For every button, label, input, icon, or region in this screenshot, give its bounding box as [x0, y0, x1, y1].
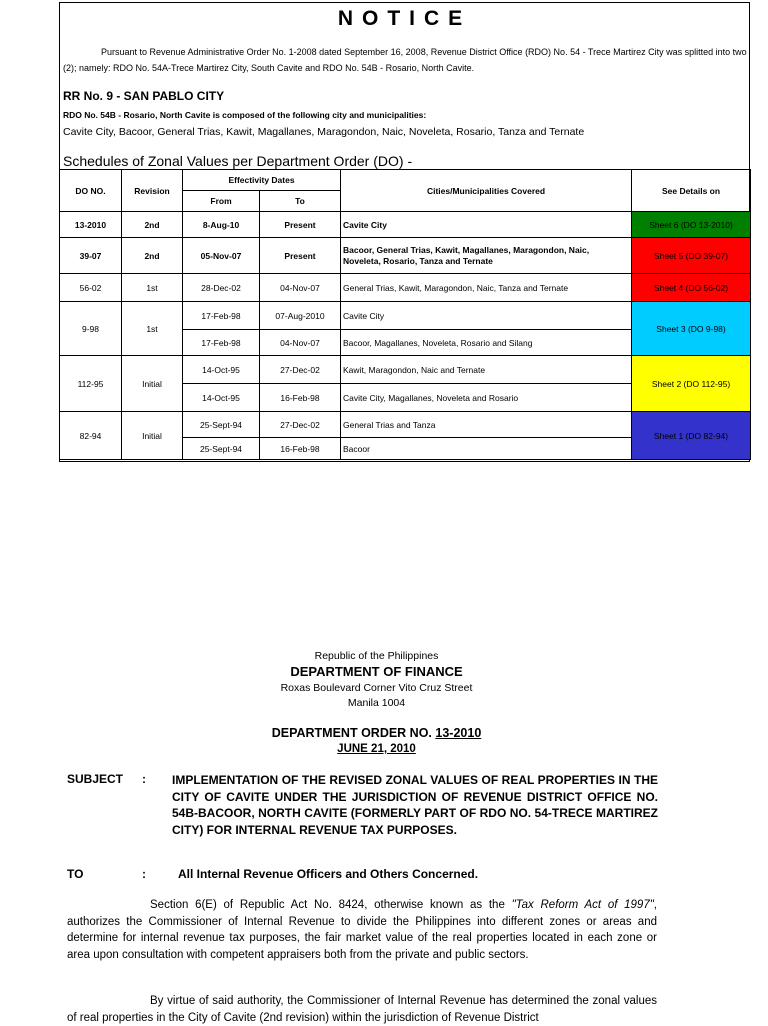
- republic-line: Republic of the Philippines: [314, 650, 439, 662]
- zonal-values-table: [59, 169, 751, 460]
- cell-cities: Bacoor, Magallanes, Noveleta, Rosario and Silang: [341, 330, 632, 356]
- cell-from: 25-Sept-94: [183, 438, 260, 460]
- order-date: JUNE 21, 2010: [337, 743, 416, 755]
- subject-colon: :: [142, 772, 146, 786]
- header-cities: Cities/Municipalities Covered: [341, 170, 632, 212]
- cell-from: 17-Feb-98: [183, 302, 260, 330]
- cell-revision: 2nd: [122, 238, 183, 274]
- cell-cities: Cavite City, Magallanes, Noveleta and Rosario: [341, 384, 632, 412]
- cell-to: Present: [260, 212, 341, 238]
- cell-from: 17-Feb-98: [183, 330, 260, 356]
- address-line-2: Manila 1004: [347, 697, 406, 709]
- order-title-prefix: DEPARTMENT ORDER NO.: [271, 726, 436, 740]
- header-to: To: [260, 191, 341, 212]
- cell-do: 39-07: [60, 238, 122, 274]
- cell-revision: 1st: [122, 302, 183, 356]
- cities-line: Cavite City, Bacoor, General Trias, Kawit, Magallanes, Maragondon, Naic, Noveleta, Rosario, Tanza and Ternate: [63, 126, 585, 138]
- cell-cities: Bacoor, General Trias, Kawit, Magallanes, Maragondon, Naic, Noveleta, Rosario, Tanza and Ternate: [341, 238, 632, 274]
- sheet-4-link[interactable]: Sheet 4 (DO 56-02): [632, 274, 751, 302]
- cell-revision: 1st: [122, 274, 183, 302]
- cell-to: 27-Dec-02: [260, 412, 341, 438]
- schedules-title: Schedules of Zonal Values per Department Order (DO) -: [63, 153, 413, 169]
- sheet-5-link[interactable]: Sheet 5 (DO 39-07): [632, 238, 751, 274]
- para1-act-name: "Tax Reform Act of 1997": [511, 899, 654, 911]
- body-paragraph-1: [67, 897, 657, 963]
- cell-to: 27-Dec-02: [260, 356, 341, 384]
- sheet-2-link[interactable]: Sheet 2 (DO 112-95): [632, 356, 751, 412]
- cell-revision: Initial: [122, 412, 183, 460]
- cell-from: 05-Nov-07: [183, 238, 260, 274]
- cell-cities: Cavite City: [341, 302, 632, 330]
- body-paragraph-2: By virtue of said authority, the Commissioner of Internal Revenue has determined the zonal values of real properties in the City of Cavite (2nd revision) within the jurisdiction of Revenue District: [67, 995, 657, 1024]
- rdo-line: RDO No. 54B - Rosario, North Cavite is composed of the following city and municipalities:: [63, 110, 427, 120]
- notice-title: NOTICE: [337, 7, 472, 30]
- sheet-3-link[interactable]: Sheet 3 (DO 9-98): [632, 302, 751, 356]
- header-revision: Revision: [122, 170, 183, 212]
- cell-do: 82-94: [60, 412, 122, 460]
- cell-do: 112-95: [60, 356, 122, 412]
- cell-to: Present: [260, 238, 341, 274]
- notice-paragraph: Pursuant to Revenue Administrative Order No. 1-2008 dated September 16, 2008, Revenue District Office (RDO) No. 54 - Trece Martirez City was splitted into two (2); namely: RDO No. 54A-Trece Martirez City, South Cavite and RDO No. 54B - Rosario, North Cavite.: [63, 47, 747, 73]
- cell-do: 9-98: [60, 302, 122, 356]
- cell-to: 16-Feb-98: [260, 438, 341, 460]
- header-from: From: [183, 191, 260, 212]
- cell-cities: General Trias, Kawit, Maragondon, Naic, Tanza and Ternate: [341, 274, 632, 302]
- cell-do: 56-02: [60, 274, 122, 302]
- header-effectivity: Effectivity Dates: [183, 170, 341, 191]
- header-do-no: DO NO.: [60, 170, 122, 212]
- cell-to: 04-Nov-07: [260, 330, 341, 356]
- subject-text: IMPLEMENTATION OF THE REVISED ZONAL VALUES OF REAL PROPERTIES IN THE CITY OF CAVITE UNDER THE JURISDICTION OF REVENUE DISTRICT OFFICE NO. 54B-BACOOR, NORTH CAVITE (FORMERLY PART OF RDO NO. 54-TRECE MARTIREZ CITY) FOR INTERNAL REVENUE TAX PURPOSES.: [172, 773, 658, 837]
- para1-end: , authorizes the Commissioner of Internal Revenue to divide the Philippines into different zones or areas and determine for internal revenue tax purposes, the fair market value of the real properties located in each zone or area upon consultation with competent appraisers both from the private and public sectors.: [67, 899, 657, 961]
- cell-cities: General Trias and Tanza: [341, 412, 632, 438]
- cell-from: 14-Oct-95: [183, 356, 260, 384]
- cell-from: 28-Dec-02: [183, 274, 260, 302]
- para1-start: Section 6(E) of Republic Act No. 8424, otherwise known as the: [150, 899, 512, 911]
- cell-revision: Initial: [122, 356, 183, 412]
- order-title: [0, 726, 753, 740]
- cell-from: 8-Aug-10: [183, 212, 260, 238]
- cell-to: 07-Aug-2010: [260, 302, 341, 330]
- order-number: 13-2010: [435, 726, 482, 740]
- cell-revision: 2nd: [122, 212, 183, 238]
- address-line-1: Roxas Boulevard Corner Vito Cruz Street: [280, 682, 473, 694]
- to-colon: :: [142, 867, 146, 881]
- rr-title: RR No. 9 - SAN PABLO CITY: [63, 89, 225, 103]
- cell-to: 16-Feb-98: [260, 384, 341, 412]
- header-details: See Details on: [632, 170, 751, 212]
- cell-to: 04-Nov-07: [260, 274, 341, 302]
- sheet-1-link[interactable]: Sheet 1 (DO 82-94): [632, 412, 751, 460]
- subject-label: SUBJECT: [67, 772, 124, 786]
- cell-from: 14-Oct-95: [183, 384, 260, 412]
- to-label: TO: [67, 867, 84, 881]
- cell-cities: Kawit, Maragondon, Naic and Ternate: [341, 356, 632, 384]
- department-name: DEPARTMENT OF FINANCE: [290, 664, 463, 679]
- cell-do: 13-2010: [60, 212, 122, 238]
- cell-from: 25-Sept-94: [183, 412, 260, 438]
- to-text: All Internal Revenue Officers and Others Concerned.: [178, 867, 479, 881]
- cell-cities: Cavite City: [341, 212, 632, 238]
- sheet-6-link[interactable]: Sheet 6 (DO 13-2010): [632, 212, 751, 238]
- notice-box: [59, 2, 750, 462]
- cell-cities: Bacoor: [341, 438, 632, 460]
